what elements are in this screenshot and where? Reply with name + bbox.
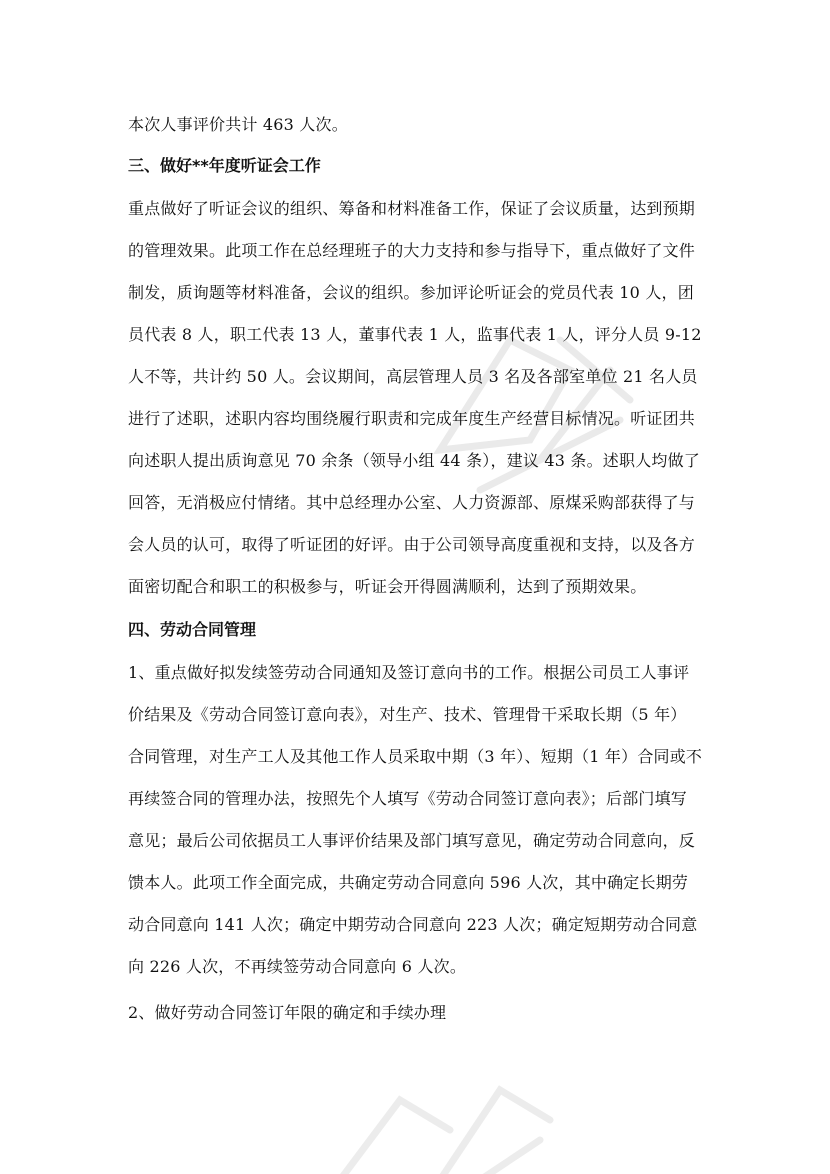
body-line: 人不等，共计约 50 人。会议期间，高层管理人员 3 名及各部室单位 21 名人员 (128, 367, 698, 386)
body-line: 意见；最后公司依据员工人事评价结果及部门填写意见，确定劳动合同意向，反 (128, 831, 696, 850)
document-body (128, 106, 713, 1034)
labor-contract-item-1 (128, 652, 713, 988)
watermark-logo-bottom-icon (320, 1030, 560, 1174)
body-line: 向述职人提出质询意见 70 余条（领导小组 44 条），建议 43 条。述职人均做了 (128, 451, 700, 470)
body-line: 向 226 人次，不再续签劳动合同意向 6 人次。 (128, 957, 467, 976)
body-line: 的管理效果。此项工作在总经理班子的大力支持和参与指导下，重点做好了文件 (128, 241, 696, 260)
body-line: 员代表 8 人，职工代表 13 人，董事代表 1 人，监事代表 1 人，评分人员 9-12 (128, 325, 702, 344)
body-line: 进行了述职，述职内容均围绕履行职责和完成年度生产经营目标情况。听证团共 (128, 409, 696, 428)
section-hearing-paragraph (128, 188, 713, 608)
body-line: 制发，质询题等材料准备，会议的组织。参加评论听证会的党员代表 10 人，团 (128, 283, 694, 302)
body-line: 动合同意向 141 人次；确定中期劳动合同意向 223 人次；确定短期劳动合同意 (128, 915, 698, 934)
body-line: 会人员的认可，取得了听证团的好评。由于公司领导高度重视和支持，以及各方 (128, 535, 696, 554)
body-line: 本次人事评价共计 463 人次。 (128, 115, 348, 134)
body-line: 合同管理，对生产工人及其他工作人员采取中期（3 年）、短期（1 年）合同或不 (128, 747, 703, 766)
body-line: 1、重点做好拟发续签劳动合同通知及签订意向书的工作。根据公司员工人事评 (128, 663, 690, 682)
body-line: 价结果及《劳动合同签订意向表》，对生产、技术、管理骨干采取长期（5 年） (128, 705, 687, 724)
body-line: 重点做好了听证会议的组织、筹备和材料准备工作，保证了会议质量，达到预期 (128, 199, 696, 218)
body-line: 馈本人。此项工作全面完成，共确定劳动合同意向 596 人次，其中确定长期劳 (128, 873, 689, 892)
body-line: 面密切配合和职工的积极参与，听证会开得圆满顺利，达到了预期效果。 (128, 577, 647, 596)
labor-contract-item-2 (128, 992, 713, 1034)
body-line: 2、做好劳动合同签订年限的确定和手续办理 (128, 1003, 447, 1022)
body-line: 再续签合同的管理办法，按照先个人填写《劳动合同签订意向表》；后部门填写 (128, 789, 688, 808)
section-heading-hearing: 三、做好**年度听证会工作 (128, 156, 321, 175)
body-line: 回答，无消极应付情绪。其中总经理办公室、人力资源部、原煤采购部获得了与 (128, 493, 696, 512)
section-heading-labor-contract: 四、劳动合同管理 (128, 620, 257, 639)
